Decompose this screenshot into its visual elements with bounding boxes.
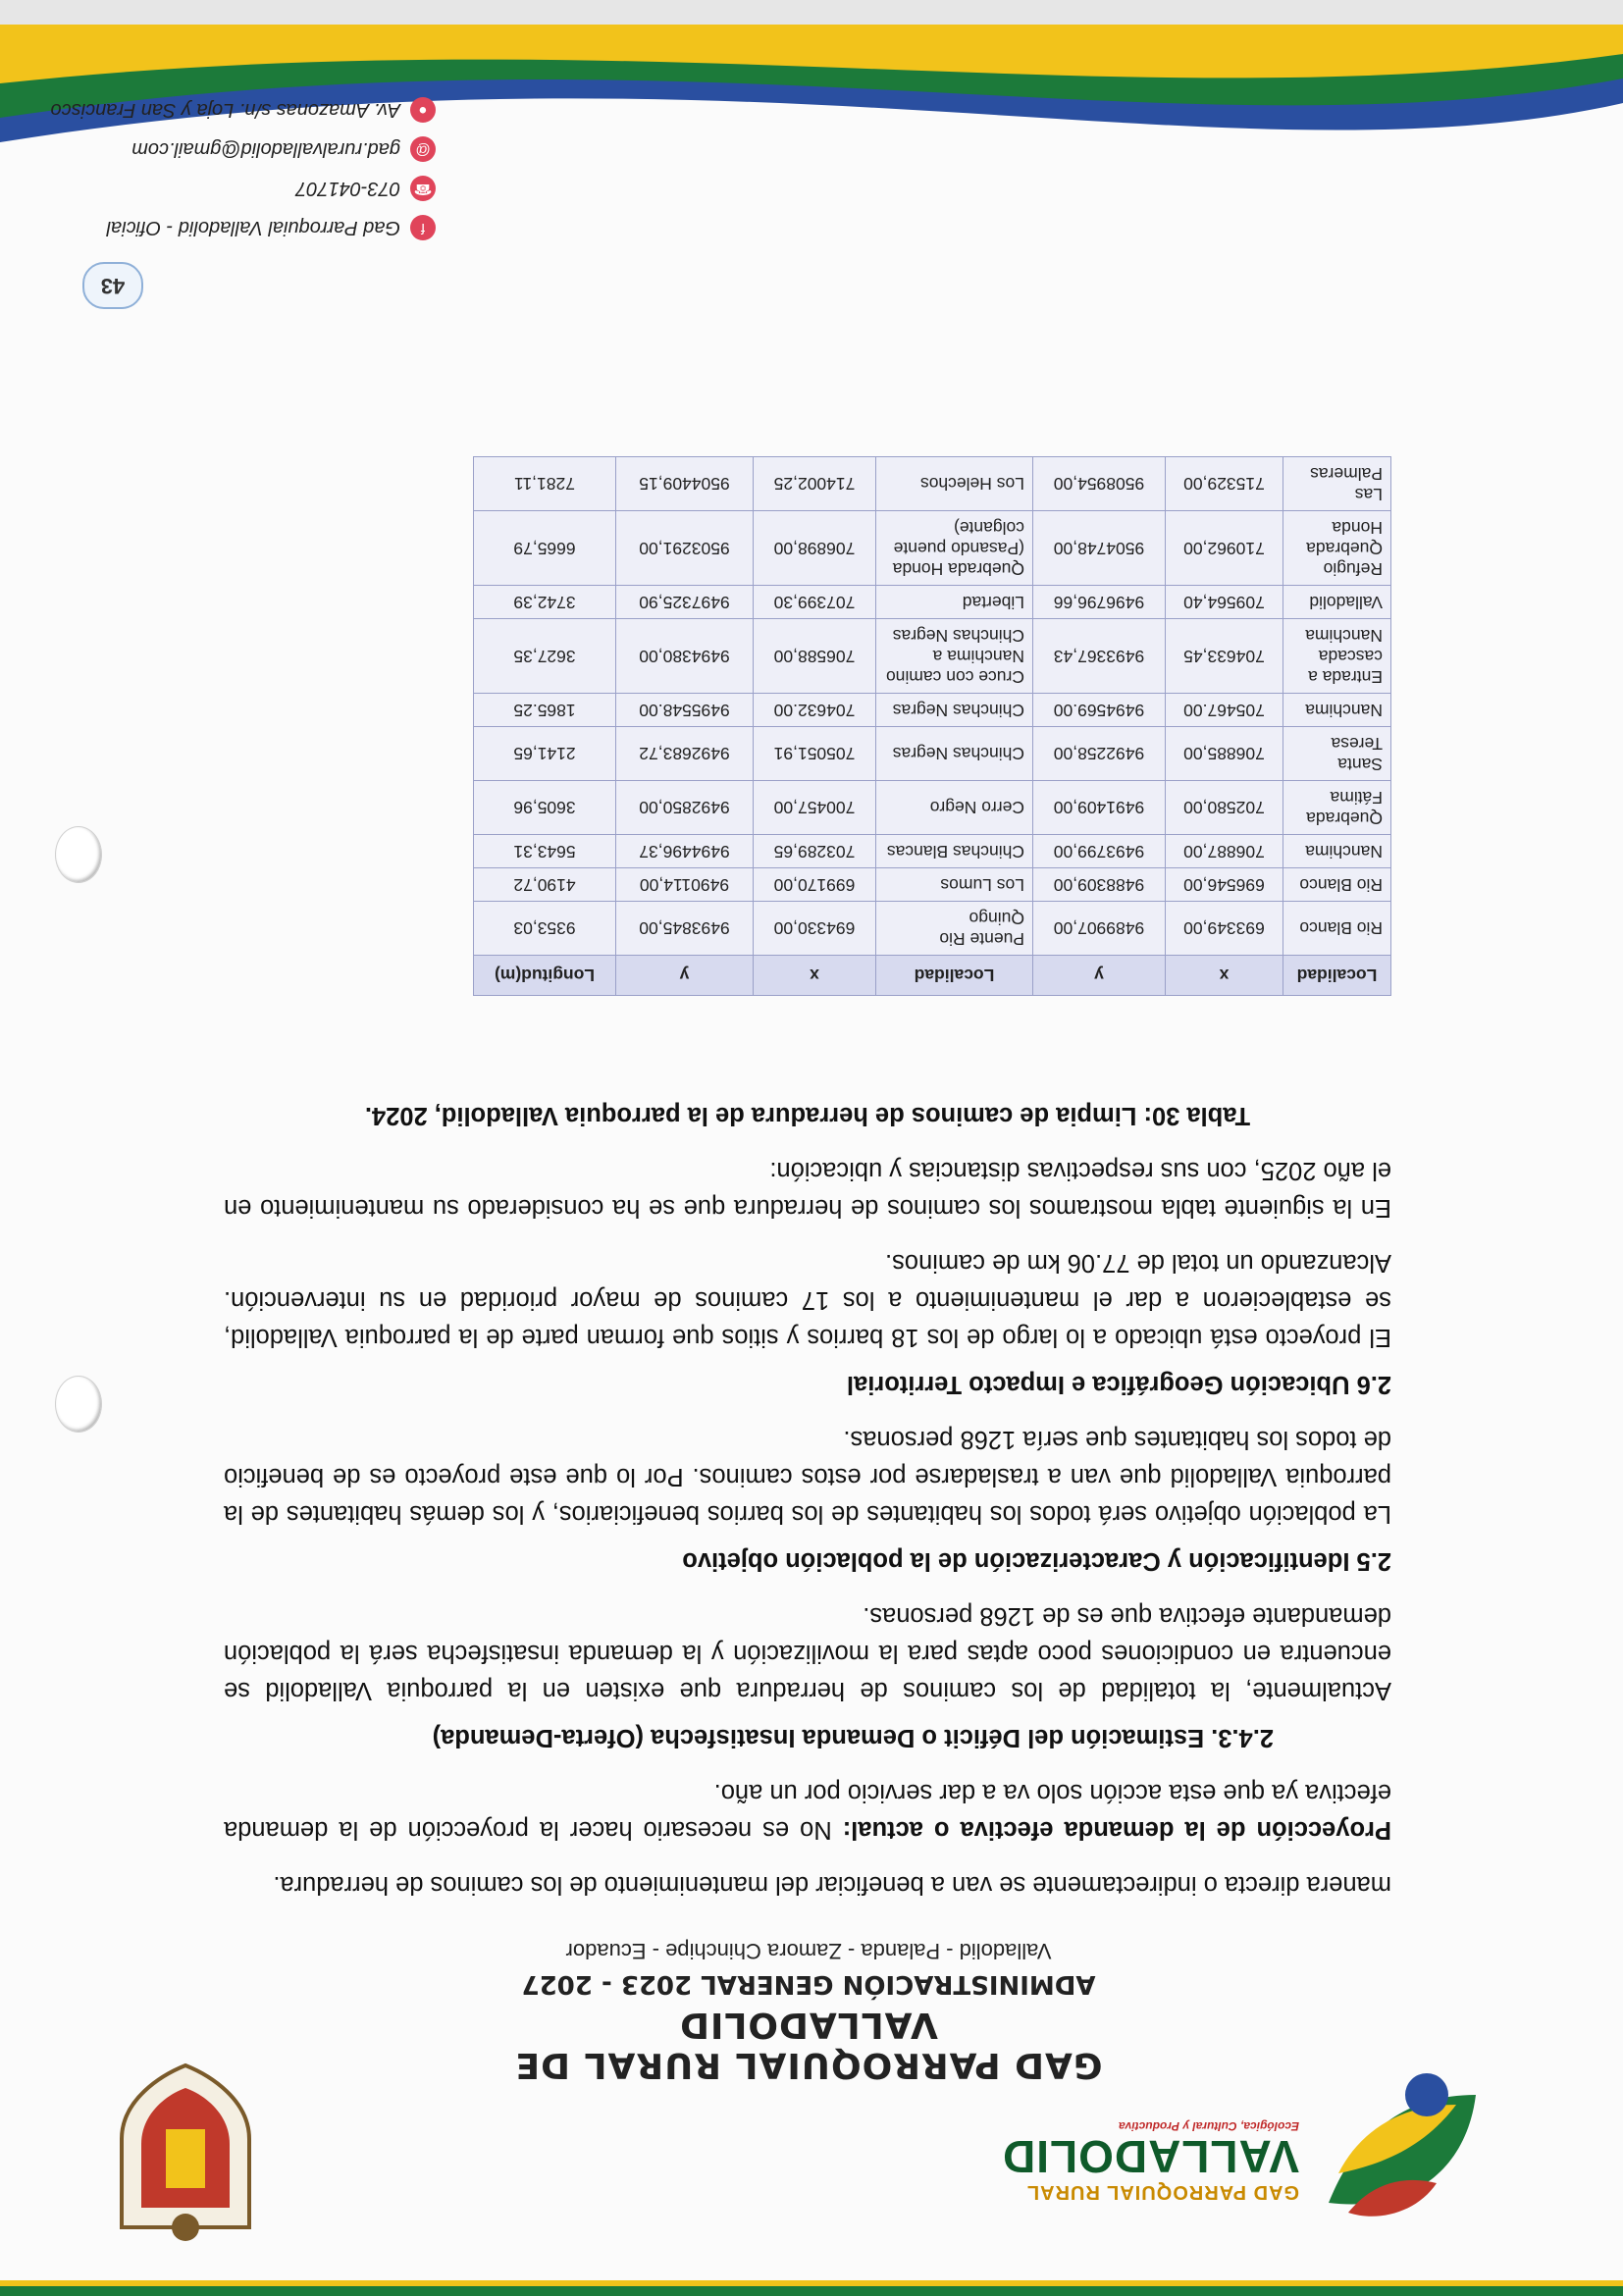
table-cell: 9493367,43: [1033, 619, 1166, 694]
table-cell: 706887,00: [1166, 835, 1283, 868]
table-cell: 1865.25: [474, 694, 616, 727]
table-cell: 696546,00: [1166, 868, 1283, 902]
table-cell: 9504748,00: [1033, 511, 1166, 586]
logo-wordmark: [1002, 2119, 1299, 2203]
table-cell: 707399,30: [754, 586, 876, 619]
col-header: Longitud(m): [474, 956, 616, 996]
paragraph-2-6: El proyecto está ubicado a lo largo de los 18 barrios y sitios que forman parte de la parroquia Valladolid, se establecieron a dar el mantenimiento a los 17 caminos de mayor prioridad en su intervención. Alcanzando un total de 77.06 km de caminos.: [224, 1249, 1391, 1351]
table-cell: 709564,40: [1166, 586, 1283, 619]
administration-title: ADMINISTRACIÓN GENERAL 2023 - 2027: [521, 1969, 1096, 1999]
table-cell: 6665,79: [474, 511, 616, 586]
table-cell: 2141,65: [474, 727, 616, 781]
header-titles: [406, 1938, 1211, 2085]
header-green-band: [0, 2286, 1623, 2296]
table-cell: 699170,00: [754, 868, 876, 902]
facebook-icon: f: [410, 215, 436, 240]
col-header: y: [1033, 956, 1166, 996]
table-cell: Santa Teresa: [1283, 727, 1391, 781]
contact-email: [131, 136, 436, 162]
table-cell: 705051,91: [754, 727, 876, 781]
table-row: [474, 835, 1391, 868]
table-row: [474, 868, 1391, 902]
address-text: Av. Amazonas s/n. Loja y San Francisco: [50, 99, 400, 122]
table-cell: 703289,65: [754, 835, 876, 868]
table-cell: Refugio Quebrada Honda: [1283, 511, 1391, 586]
table-cell: 3742,39: [474, 586, 616, 619]
table-cell: 702580,00: [1166, 781, 1283, 835]
col-header: x: [1166, 956, 1283, 996]
table-cell: Las Palmeras: [1283, 457, 1391, 511]
table-cell: Nanchima: [1283, 694, 1391, 727]
table-cell: Chinchas Blancas: [876, 835, 1033, 868]
binder-hole: [55, 1376, 102, 1433]
table-caption: Tabla 30: Limpia de caminos de herradura de la parroquia Valladolid, 2024.: [364, 1102, 1251, 1129]
table-cell: 706898,00: [754, 511, 876, 586]
table-row: [474, 727, 1391, 781]
table-cell: 9497325,90: [616, 586, 754, 619]
table-cell: 4190,72: [474, 868, 616, 902]
table-cell: Valladolid: [1283, 586, 1391, 619]
table-cell: Rio Blanco: [1283, 902, 1391, 956]
phone-icon: ☎: [410, 176, 436, 201]
table-cell: 9495548.00: [616, 694, 754, 727]
location-subtitle: Valladolid - Palanda - Zamora Chinchipe - Ecuador: [565, 1939, 1052, 1963]
table-cell: Chinchas Negras: [876, 727, 1033, 781]
table-cell: 7281,11: [474, 457, 616, 511]
table-cell: 9353,03: [474, 902, 616, 956]
table-cell: 9493799,00: [1033, 835, 1166, 868]
table-cell: Los Helechos: [876, 457, 1033, 511]
table-cell: 9492258,00: [1033, 727, 1166, 781]
table-header-row: [474, 956, 1391, 996]
table-row: [474, 511, 1391, 586]
contact-phone: [295, 176, 436, 201]
table-cell: Rio Blanco: [1283, 868, 1391, 902]
table-cell: 5643,31: [474, 835, 616, 868]
table-cell: 9504409,15: [616, 457, 754, 511]
table-cell: Libertad: [876, 586, 1033, 619]
table-cell: 693349,00: [1166, 902, 1283, 956]
table-cell: Puente Rio Quingo: [876, 902, 1033, 956]
table-cell: 706885,00: [1166, 727, 1283, 781]
page-title: GAD PARROQUIAL RURAL DE VALLADOLID: [514, 2005, 1103, 2085]
table-cell: 9503291,00: [616, 511, 754, 586]
table-row: [474, 457, 1391, 511]
header-yellow-band: [0, 2280, 1623, 2286]
binder-hole: [55, 826, 102, 883]
projection-text: No es necesario hacer la proyección de la demanda efectiva ya que esta acción solo va a dar servicio por un año.: [224, 1779, 1391, 1844]
heading-2-5: 2.5 Identificación y Caracterización de la población objetivo: [682, 1547, 1391, 1575]
paragraph-2-4-3: Actualmente, la totalidad de los caminos de herradura que existen en la parroquia Valladolid se encuentra en condiciones poco aptas para la movilización y la demanda insatisfecha será la población demandante efectiva que es de 1268 personas.: [224, 1602, 1391, 1704]
col-header: x: [754, 956, 876, 996]
col-header: Localidad: [1283, 956, 1391, 996]
table-cell: 9508954,00: [1033, 457, 1166, 511]
table-cell: 9494496,37: [616, 835, 754, 868]
valladolid-logo: [1309, 2056, 1495, 2242]
location-icon: ●: [410, 97, 436, 123]
page-number: 43: [82, 262, 143, 309]
table-cell: 9496796,66: [1033, 586, 1166, 619]
table-cell: 9491409,00: [1033, 781, 1166, 835]
heading-2-4-3: 2.4.3. Estimación del Déficit o Demanda Insatisfecha (Oferta-Demanda): [432, 1724, 1274, 1751]
table-cell: 3605,96: [474, 781, 616, 835]
table-cell: 9489907,00: [1033, 902, 1166, 956]
table-cell: 704633,45: [1166, 619, 1283, 694]
table-cell: 9488309,00: [1033, 868, 1166, 902]
table-row: [474, 902, 1391, 956]
facebook-text: Gad Parroquial Valladolid - Oficial: [106, 217, 400, 239]
roads-table: [473, 456, 1391, 996]
table-cell: 706588,00: [754, 619, 876, 694]
col-header: Localidad: [876, 956, 1033, 996]
table-cell: 9494569.00: [1033, 694, 1166, 727]
logo-text-big: VALLADOLID: [1001, 2131, 1299, 2182]
intro-paragraph: manera directa o indirectamente se van a beneficiar del mantenimiento de los caminos de herradura.: [273, 1871, 1391, 1899]
logo-tagline: Ecológica, Cultural y Productiva: [1118, 2119, 1299, 2133]
heading-2-6: 2.6 Ubicación Geográfica e Impacto Territorial: [846, 1371, 1391, 1398]
table-cell: 9494380,00: [616, 619, 754, 694]
table-cell: Nanchima: [1283, 835, 1391, 868]
email-icon: @: [410, 136, 436, 162]
table-cell: 714002,25: [754, 457, 876, 511]
table-cell: 9490114,00: [616, 868, 754, 902]
table-cell: 704632.00: [754, 694, 876, 727]
col-header: y: [616, 956, 754, 996]
table-cell: 705467.00: [1166, 694, 1283, 727]
table-cell: Cerro Negro: [876, 781, 1033, 835]
table-cell: 715329,00: [1166, 457, 1283, 511]
table-cell: Los Lumos: [876, 868, 1033, 902]
projection-paragraph: [224, 1774, 1391, 1849]
table-row: [474, 781, 1391, 835]
logo-text-small: GAD PARROQUIAL RURAL: [1025, 2181, 1299, 2203]
table-row: [474, 694, 1391, 727]
table-cell: 3627,35: [474, 619, 616, 694]
table-row: [474, 586, 1391, 619]
email-text: gad.ruralvalladolid@gmail.com: [131, 138, 400, 161]
table-row: [474, 619, 1391, 694]
table-cell: Quebrada Fátima: [1283, 781, 1391, 835]
table-cell: 9492850,00: [616, 781, 754, 835]
contact-facebook: [107, 215, 436, 240]
table-cell: 710962,00: [1166, 511, 1283, 586]
phone-text: 073-041707: [295, 178, 400, 200]
page-edge: [0, 0, 1623, 25]
table-cell: Entrada a cascada Nanchima: [1283, 619, 1391, 694]
projection-label: Proyección de la demanda efectiva o actual:: [842, 1816, 1391, 1844]
table-cell: Chinchas Negras: [876, 694, 1033, 727]
body-text: [224, 1091, 1391, 1904]
table-cell: 9493845,00: [616, 902, 754, 956]
coat-of-arms-icon: [102, 2061, 269, 2247]
table-cell: 700457,00: [754, 781, 876, 835]
table-cell: 9492683,72: [616, 727, 754, 781]
paragraph-2-5: La población objetivo será todos los habitantes de los barrios beneficiarios, y los demás habitantes de la parroquia Valladolid que van a trasladarse por estos caminos. Por lo que este proyecto es de beneficio de todos los habitantes que sería 1268 personas.: [224, 1426, 1391, 1528]
table-cell: Cruce con camino Nanchima a Chinchas Negras: [876, 619, 1033, 694]
table-cell: Quebrada Honda (Pasando puente colgante): [876, 511, 1033, 586]
table-cell: 694330,00: [754, 902, 876, 956]
table-intro-paragraph: En la siguiente tabla mostramos los caminos de herradura que se ha considerado su mantenimiento en el año 2025, con sus respectivas distancias y ubicación:: [224, 1157, 1391, 1222]
contact-address: [51, 97, 436, 123]
